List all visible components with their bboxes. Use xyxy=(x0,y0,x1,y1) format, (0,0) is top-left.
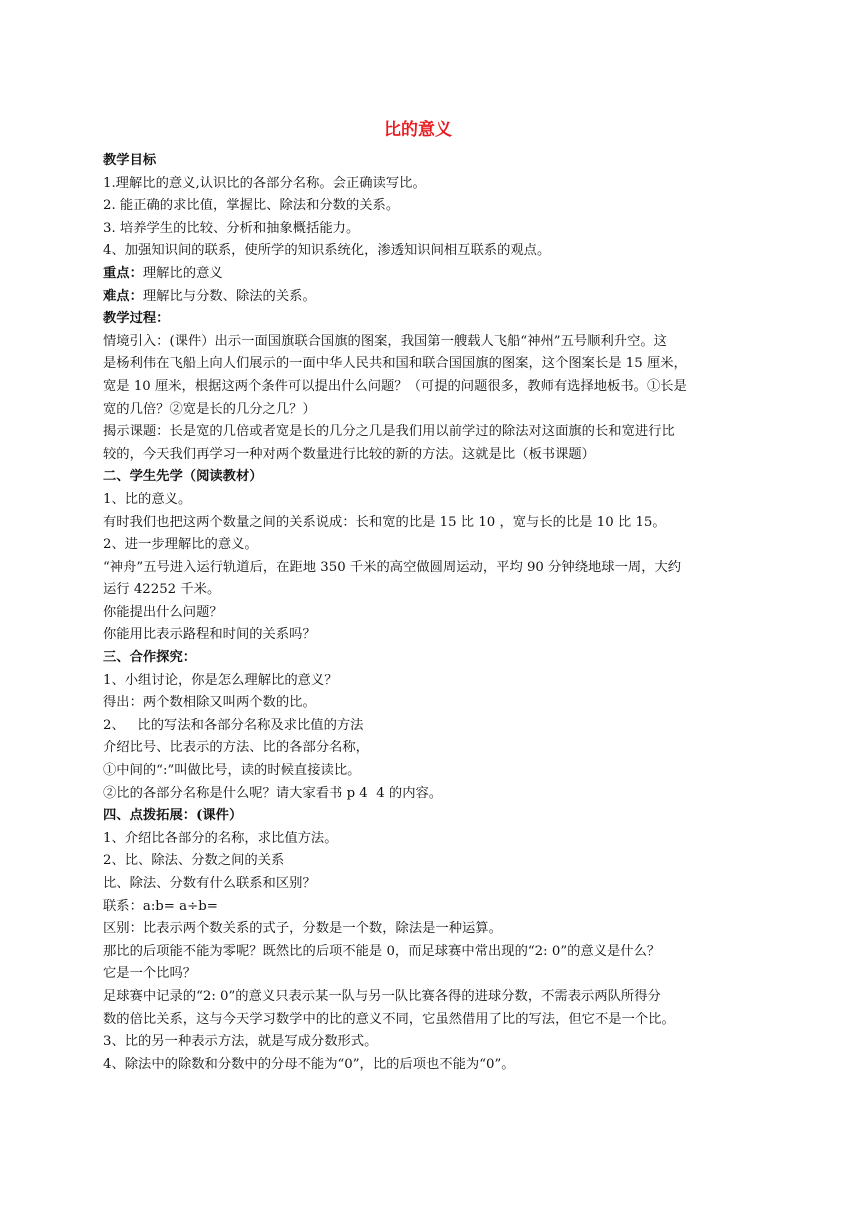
section2-line: 你能提出什么问题？ xyxy=(103,604,223,620)
section3-line: 1、小组讨论，你是怎么理解比的意义？ xyxy=(103,672,338,688)
section4-line: 3、比的另一种表示方法，就是写成分数形式。 xyxy=(103,1034,378,1050)
intro-line: 宽的几倍？②宽是长的几分之几？） xyxy=(103,401,316,417)
section3-line: 介绍比号、比表示的方法、比的各部分名称， xyxy=(103,740,369,756)
intro-line: 是杨利伟在飞船上向人们展示的一面中华人民共和国和联合国国旗的图案，这个图案长是 15 厘米， xyxy=(103,356,687,372)
section2-heading: 二、学生先学（阅读教材） xyxy=(103,469,263,485)
section4-line: 1、介绍比各部分的名称，求比值方法。 xyxy=(103,830,338,846)
section4-line: 2、比、除法、分数之间的关系 xyxy=(103,853,285,869)
section4-line: 那比的后项能不能为零呢？既然比的后项不能是 0，而足球赛中常出现的“2: 0”的意义是什么？ xyxy=(103,943,661,959)
section2-line: “神舟”五号进入运行轨道后，在距地 350 千米的高空做圆周运动，平均 90 分钟绕地球一周，大约 xyxy=(103,559,682,575)
goal-item: 3. 培养学生的比较、分析和抽象概括能力。 xyxy=(103,220,360,236)
section3-line: 得出：两个数相除又叫两个数的比。 xyxy=(103,695,316,711)
goal-item: 2. 能正确的求比值，掌握比、除法和分数的关系。 xyxy=(103,198,400,214)
page-title: 比的意义 xyxy=(384,120,452,140)
key-point-label: 重点： xyxy=(103,265,143,281)
section3-line: ①中间的“:”叫做比号，读的时候直接读比。 xyxy=(103,763,361,779)
section2-line: 你能用比表示路程和时间的关系吗？ xyxy=(103,627,316,643)
section4-line: 数的倍比关系，这与今天学习数学中的比的意义不同，它虽然借用了比的写法，但它不是一个比。 xyxy=(103,1011,675,1027)
reveal-line: 揭示课题：长是宽的几倍或者宽是长的几分之几是我们用以前学过的除法对这面旗的长和宽进行比 xyxy=(103,424,675,440)
document-page xyxy=(103,116,763,1076)
section4-line: 比、除法、分数有什么联系和区别？ xyxy=(103,876,316,891)
section2-line: 2、进一步理解比的意义。 xyxy=(103,537,258,553)
difficulty-text: 理解比与分数、除法的关系。 xyxy=(142,288,316,304)
section2-line: 有时我们也把这两个数量之间的关系说成：长和宽的比是 15 比 10 ，宽与长的比是 10 比 15。 xyxy=(103,514,666,530)
key-point-text: 理解比的意义 xyxy=(142,265,223,281)
intro-line: 情境引入：(课件）出示一面国旗联合国旗的图案，我国第一艘载人飞船“神州”五号顺利升空。这 xyxy=(103,333,667,349)
section2-line: 1、比的意义。 xyxy=(103,491,192,507)
reveal-line: 较的，今天我们再学习一种对两个数量进行比较的新的方法。这就是比（板书课题） xyxy=(103,446,595,462)
section4-line: 它是一个比吗？ xyxy=(103,966,197,982)
goals-heading: 教学目标 xyxy=(103,153,157,168)
key-point xyxy=(103,263,763,286)
section3-line: ②比的各部分名称是什么呢？请大家看书 p 4 4 的内容。 xyxy=(103,785,443,801)
section2-line: 运行 42252 千米。 xyxy=(103,582,221,598)
process-heading: 教学过程： xyxy=(103,311,170,327)
section3-line: 2、 比的写法和各部分名称及求比值的方法 xyxy=(103,717,364,733)
intro-line: 宽是 10 厘米，根据这两个条件可以提出什么问题？（可提的问题很多，教师有选择地板书。①长是 xyxy=(103,378,687,394)
goal-item: 1.理解比的意义,认识比的各部分名称。会正确读写比。 xyxy=(103,175,426,191)
section4-line: 区别：比表示两个数关系的式子，分数是一个数，除法是一种运算。 xyxy=(103,921,502,937)
section4-line: 足球赛中记录的“2: 0”的意义只表示某一队与另一队比赛各得的进球分数，不需表示两队所得分 xyxy=(103,988,661,1004)
section4-line: 4、除法中的除数和分数中的分母不能为“0”，比的后项也不能为“0”。 xyxy=(103,1056,515,1072)
goal-item: 4、加强知识间的联系，使所学的知识系统化，渗透知识间相互联系的观点。 xyxy=(103,243,551,259)
section3-heading: 三、合作探究： xyxy=(103,650,197,666)
section4-heading: 四、点拨拓展：(课件） xyxy=(103,808,243,824)
section4-line: 联系：a:b= a÷b= xyxy=(103,898,218,914)
difficulty-point xyxy=(103,286,763,309)
difficulty-label: 难点： xyxy=(103,288,143,304)
